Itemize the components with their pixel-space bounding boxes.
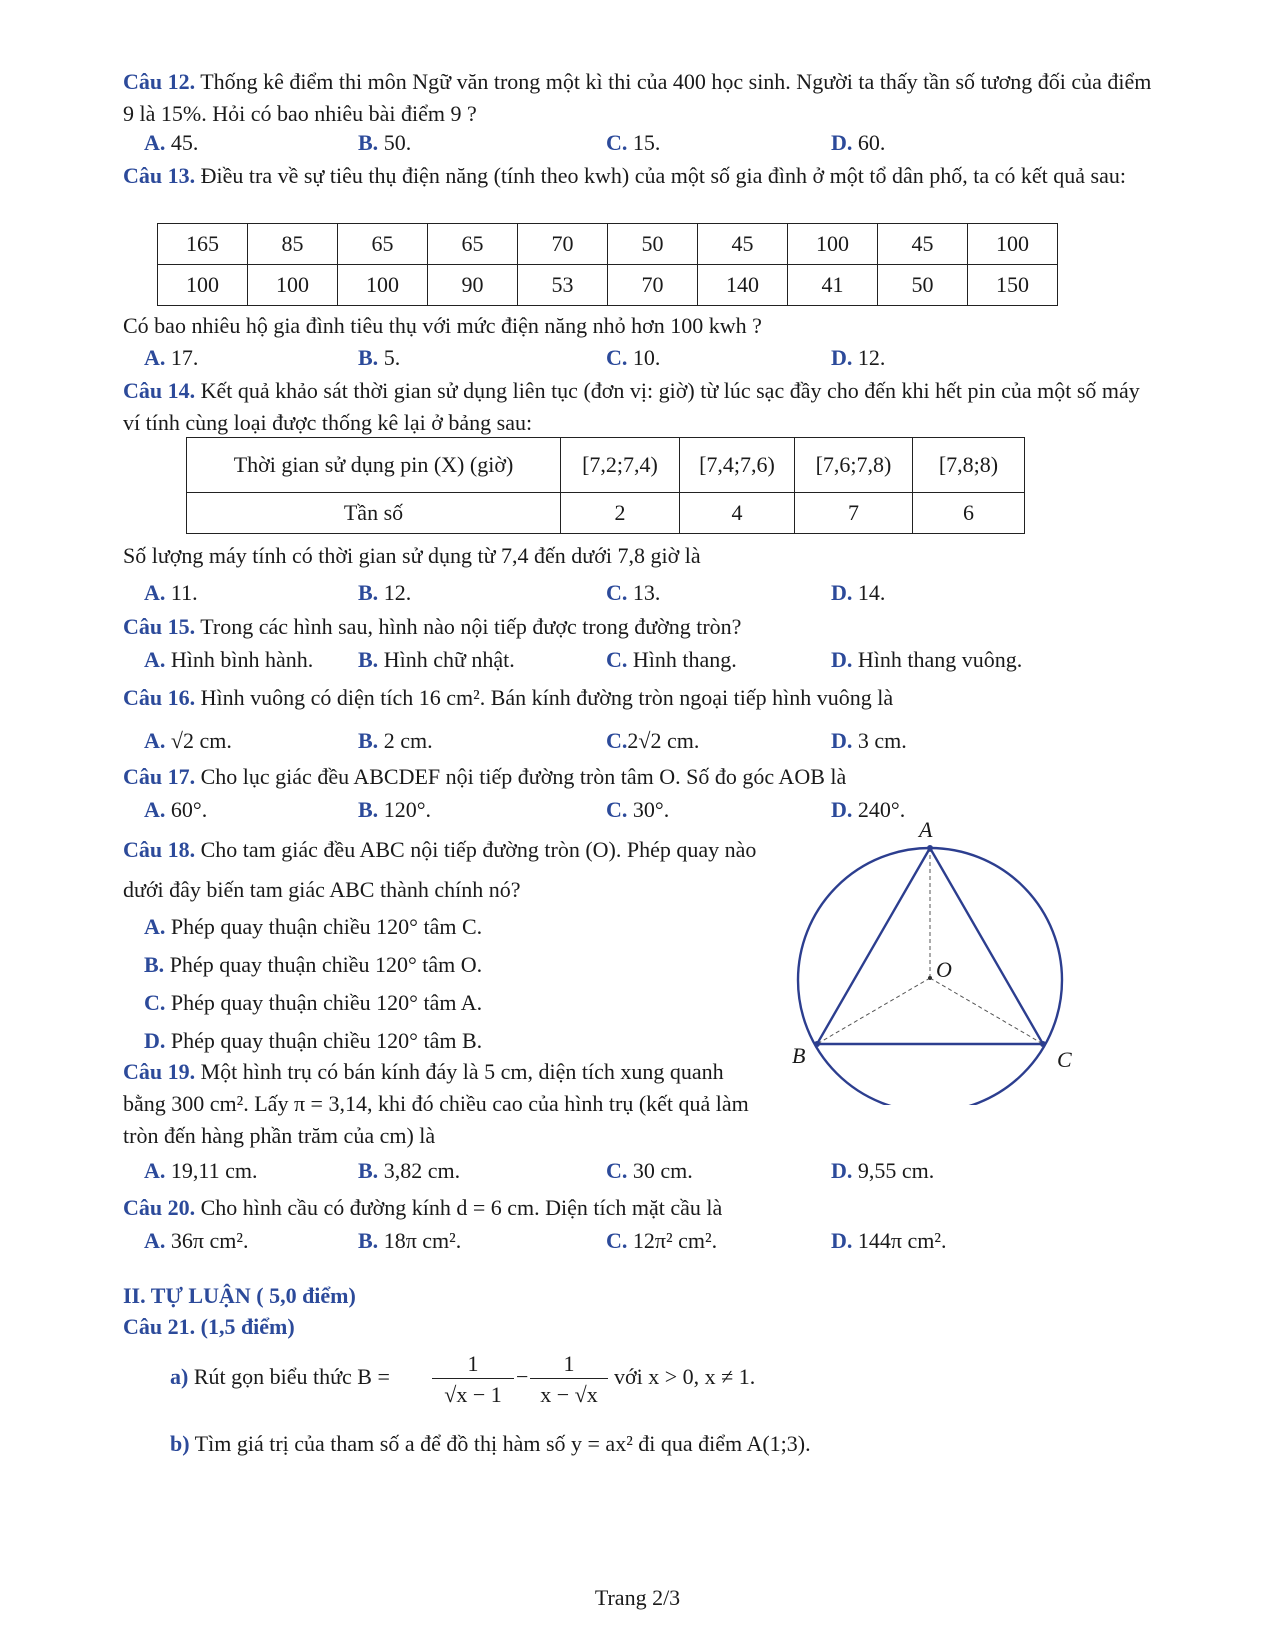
option-c: C. 30°.: [606, 797, 670, 822]
page-footer: Trang 2/3: [594, 1585, 681, 1610]
option-c: C. Phép quay thuận chiều 120° tâm A.: [144, 990, 483, 1015]
option-b: B. 18π cm².: [358, 1228, 462, 1253]
question-14-prompt: Số lượng máy tính có thời gian sử dụng từ 7,4 đến dưới 7,8 giờ là: [123, 543, 701, 568]
option-d: D. 3 cm.: [831, 728, 907, 753]
option-b: B. 5.: [358, 345, 401, 370]
question-text: Kết quả khảo sát thời gian sử dụng liên tục (đơn vị: giờ) từ lúc sạc đầy cho đến khi hết pin của một số máy ví tính cùng loại được thống kê lại ở bảng sau:: [123, 378, 1140, 435]
question-21b: b) Tìm giá trị của tham số a để đồ thị hàm số y = ax² đi qua điểm A(1;3).: [170, 1431, 811, 1456]
question-15-options: [0, 644, 1150, 676]
option-b: B. Hình chữ nhật.: [358, 647, 515, 672]
inscribed-triangle-figure: [780, 815, 1090, 1105]
option-a: A. Hình bình hành.: [144, 647, 314, 672]
question-13-options: [0, 342, 1150, 374]
option-a: A. 19,11 cm.: [144, 1158, 258, 1183]
question-16-options: [0, 725, 1150, 757]
question-label: Câu 18.: [123, 837, 196, 862]
table-row: Tần số 2 4 7 6: [187, 493, 1025, 534]
question-21-label: Câu 21. (1,5 điểm): [123, 1314, 295, 1339]
point-a: [927, 845, 933, 851]
option-d: D. Hình thang vuông.: [831, 647, 1023, 672]
option-a: A. 60°.: [144, 797, 208, 822]
question-14: [123, 375, 1153, 439]
option-a: A. Phép quay thuận chiều 120° tâm C.: [144, 914, 483, 939]
segment-ob: [817, 978, 930, 1044]
table-row: Thời gian sử dụng pin (X) (giờ) [7,2;7,4) [7,4;7,6) [7,6;7,8) [7,8;8): [187, 438, 1025, 493]
option-c: C. 13.: [606, 580, 661, 605]
option-d: D. 14.: [831, 580, 886, 605]
question-text: Thống kê điểm thi môn Ngữ văn trong một kì thi của 400 học sinh. Người ta thấy tần số tương đối của điểm 9 là 15%. Hỏi có bao nhiêu bài điểm 9 ?: [123, 69, 1152, 126]
consumption-table: [157, 223, 1058, 306]
question-text: Cho hình cầu có đường kính d = 6 cm. Diện tích mặt cầu là: [195, 1195, 723, 1220]
label-o: O: [936, 957, 952, 982]
table-row: 100 100 100 90 53 70 140 41 50 150: [158, 265, 1058, 306]
question-text: Cho tam giác đều ABC nội tiếp đường tròn (O). Phép quay nào dưới đây biến tam giác ABC thành chính nó?: [123, 837, 757, 902]
question-label: Câu 12.: [123, 69, 196, 94]
question-19: [123, 1056, 768, 1152]
section-title: II. TỰ LUẬN ( 5,0 điểm): [123, 1283, 356, 1308]
option-d: D. 60.: [831, 130, 886, 155]
question-20: [123, 1192, 1153, 1224]
option-d: D. 144π cm².: [831, 1228, 947, 1253]
question-18-options: [144, 908, 764, 1060]
question-label: Câu 20.: [123, 1195, 196, 1220]
question-14-options: [0, 577, 1150, 609]
question-label: Câu 16.: [123, 685, 196, 710]
option-b: B. 3,82 cm.: [358, 1158, 461, 1183]
question-13: [123, 160, 1153, 192]
question-12-options: [0, 127, 1150, 159]
question-12: [123, 66, 1153, 130]
option-d: D. 240°.: [831, 797, 906, 822]
option-c: C.2√2 cm.: [606, 728, 700, 753]
option-a: A. √2 cm.: [144, 728, 232, 753]
option-b: B. 12.: [358, 580, 412, 605]
fraction-2: 1 x − √x: [530, 1350, 608, 1411]
option-b: B. Phép quay thuận chiều 120° tâm O.: [144, 952, 483, 977]
label-a: A: [919, 817, 933, 842]
label-b: B: [792, 1043, 806, 1068]
question-20-options: [0, 1225, 1150, 1257]
option-a: A. 36π cm².: [144, 1228, 249, 1253]
option-c: C. 12π² cm².: [606, 1228, 718, 1253]
option-a: A. 45.: [144, 130, 199, 155]
question-16: [123, 682, 1153, 714]
question-13-prompt: Có bao nhiêu hộ gia đình tiêu thụ với mức điện năng nhỏ hơn 100 kwh ?: [123, 313, 762, 338]
question-21a: a) Rút gọn biểu thức B = 1 √x − 1 − 1 x − √x với x > 0, x ≠ 1.: [170, 1350, 1070, 1420]
option-a: A. 11.: [144, 580, 198, 605]
battery-table: [186, 437, 1025, 534]
question-19-options: [0, 1155, 1150, 1187]
question-18: [123, 830, 768, 910]
option-c: C. Hình thang.: [606, 647, 737, 672]
option-d: D. Phép quay thuận chiều 120° tâm B.: [144, 1028, 483, 1053]
question-text: Trong các hình sau, hình nào nội tiếp được trong đường tròn?: [195, 614, 742, 639]
option-d: D. 9,55 cm.: [831, 1158, 935, 1183]
option-a: A. 17.: [144, 345, 199, 370]
table-row: 165 85 65 65 70 50 45 100 45 100: [158, 224, 1058, 265]
point-b: [814, 1041, 820, 1047]
option-c: C. 10.: [606, 345, 661, 370]
option-b: B. 50.: [358, 130, 412, 155]
option-c: C. 30 cm.: [606, 1158, 693, 1183]
question-label: Câu 15.: [123, 614, 196, 639]
point-c: [1040, 1041, 1046, 1047]
question-15: [123, 611, 1153, 643]
question-text: Một hình trụ có bán kính đáy là 5 cm, diện tích xung quanh bằng 300 cm². Lấy π = 3,14, khi đó chiều cao của hình trụ (kết quả làm tròn đến hàng phần trăm của cm) là: [123, 1059, 749, 1148]
question-label: Câu 19.: [123, 1059, 196, 1084]
segment-oc: [930, 978, 1043, 1044]
option-c: C. 15.: [606, 130, 661, 155]
option-b: B. 120°.: [358, 797, 431, 822]
option-b: B. 2 cm.: [358, 728, 433, 753]
question-label: Câu 17.: [123, 764, 196, 789]
option-d: D. 12.: [831, 345, 886, 370]
question-17: [123, 761, 1153, 793]
question-text: Cho lục giác đều ABCDEF nội tiếp đường tròn tâm O. Số đo góc AOB là: [195, 764, 847, 789]
question-text: Điều tra về sự tiêu thụ điện năng (tính theo kwh) của một số gia đình ở một tổ dân phố, ta có kết quả sau:: [195, 163, 1126, 188]
fraction-1: 1 √x − 1: [432, 1350, 514, 1411]
question-text: Hình vuông có diện tích 16 cm². Bán kính đường tròn ngoại tiếp hình vuông là: [195, 685, 894, 710]
question-label: Câu 13.: [123, 163, 196, 188]
point-o: [928, 976, 932, 980]
label-c: C: [1057, 1047, 1072, 1072]
question-label: Câu 14.: [123, 378, 196, 403]
